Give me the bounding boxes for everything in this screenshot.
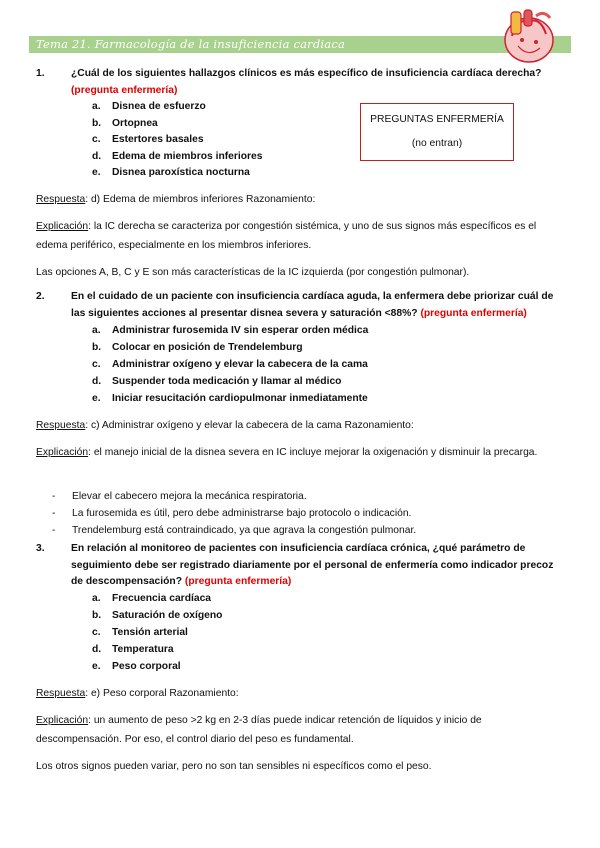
option-text: Administrar oxígeno y elevar la cabecera de la cama bbox=[112, 359, 368, 370]
option-text: Estertores basales bbox=[112, 134, 204, 145]
option-letter: d. bbox=[92, 151, 102, 162]
answer-label: Respuesta bbox=[36, 420, 86, 431]
option-text: Iniciar resucitación cardiopulmonar inmediatamente bbox=[112, 393, 368, 404]
explanation-label: Explicación bbox=[36, 447, 89, 458]
answer-label: Respuesta bbox=[36, 688, 86, 699]
question-number: 2. bbox=[36, 291, 45, 302]
q1-extra-note: Las opciones A, B, C y E son más características de la IC izquierda (por congestión pulmonar). bbox=[36, 267, 470, 278]
page-title: Tema 21. Farmacología de la insuficiencia cardiaca bbox=[36, 37, 346, 51]
option-text: Peso corporal bbox=[112, 661, 181, 672]
explanation-text: : el manejo inicial de la disnea severa en IC incluye mejorar la oxigenación y disminuir la precarga. bbox=[88, 447, 538, 458]
explanation-text: : un aumento de peso >2 kg en 2-3 días puede indicar retención de líquidos y inicio de descompensación. Por eso, el control diario del peso es fundamental. bbox=[36, 715, 482, 745]
option-text: Frecuencia cardíaca bbox=[112, 593, 212, 604]
q2-explanation bbox=[36, 443, 564, 462]
option-letter: b. bbox=[92, 342, 102, 353]
explanation-label: Explicación bbox=[36, 715, 89, 726]
option-text: Temperatura bbox=[112, 644, 174, 655]
anatomical-heart-icon bbox=[498, 6, 560, 66]
q2-answer bbox=[36, 416, 564, 435]
question-number: 3. bbox=[36, 543, 45, 554]
question-text bbox=[71, 289, 561, 322]
option-text: Tensión arterial bbox=[112, 627, 188, 638]
answer-text: : c) Administrar oxígeno y elevar la cabecera de la cama Razonamiento: bbox=[85, 420, 414, 431]
question-text bbox=[71, 66, 561, 99]
option-letter: e. bbox=[92, 661, 101, 672]
q3-answer bbox=[36, 684, 564, 703]
box-subtitle: (no entran) bbox=[411, 138, 463, 149]
option-text: Disnea de esfuerzo bbox=[112, 101, 206, 112]
bullet-dash: - bbox=[52, 525, 56, 536]
option-text: Edema de miembros inferiores bbox=[112, 151, 263, 162]
option-letter: a. bbox=[92, 101, 101, 112]
question-1-text: ¿Cuál de los siguientes hallazgos clínicos es más específico de insuficiencia cardíaca derecha? bbox=[71, 68, 542, 79]
bullet-text: La furosemida es útil, pero debe administrarse bajo protocolo o indicación. bbox=[72, 508, 412, 519]
option-text: Disnea paroxística nocturna bbox=[112, 167, 250, 178]
option-text: Saturación de oxígeno bbox=[112, 610, 223, 621]
nursing-tag: (pregunta enfermería) bbox=[184, 576, 292, 587]
option-letter: b. bbox=[92, 118, 102, 129]
bullet-text: Trendelemburg está contraindicado, ya que agrava la congestión pulmonar. bbox=[72, 525, 417, 536]
question-3-text: En relación al monitoreo de pacientes con insuficiencia cardíaca crónica, ¿qué parámetro de seguimiento debe ser registrado diariamente por el personal de enfermería como indicador precoz de descompensación? bbox=[71, 543, 554, 587]
option-letter: a. bbox=[92, 593, 101, 604]
explanation-text: : la IC derecha se caracteriza por congestión sistémica, y uno de sus signos más específicos es el edema periférico, especialmente en los miembros inferiores. bbox=[36, 221, 537, 251]
nursing-tag: (pregunta enfermería) bbox=[71, 84, 178, 96]
question-number: 1. bbox=[36, 68, 45, 79]
q1-explanation bbox=[36, 217, 564, 255]
option-letter: d. bbox=[92, 376, 102, 387]
q3-extra-note: Los otros signos pueden variar, pero no son tan sensibles ni específicos como el peso. bbox=[36, 761, 432, 772]
bullet-dash: - bbox=[52, 491, 56, 502]
q3-explanation bbox=[36, 711, 564, 749]
nursing-questions-box bbox=[360, 103, 514, 161]
option-letter: c. bbox=[92, 134, 101, 145]
option-text: Suspender toda medicación y llamar al médico bbox=[112, 376, 342, 387]
nursing-tag: (pregunta enfermería) bbox=[420, 307, 527, 319]
option-letter: b. bbox=[92, 610, 102, 621]
option-letter: e. bbox=[92, 393, 101, 404]
box-title: PREGUNTAS ENFERMERÍA bbox=[370, 114, 504, 125]
bullet-dash: - bbox=[52, 508, 56, 519]
question-text bbox=[71, 541, 561, 591]
answer-text: : d) Edema de miembros inferiores Razonamiento: bbox=[85, 194, 316, 205]
option-letter: a. bbox=[92, 325, 101, 336]
question-2-text: En el cuidado de un paciente con insuficiencia cardíaca aguda, la enfermera debe priorizar cuál de las siguientes acciones al presentar disnea severa y saturación <88%? bbox=[71, 291, 554, 319]
explanation-label: Explicación bbox=[36, 221, 89, 232]
option-text: Colocar en posición de Trendelemburg bbox=[112, 342, 303, 353]
option-letter: c. bbox=[92, 627, 101, 638]
option-text: Ortopnea bbox=[112, 118, 158, 129]
option-letter: c. bbox=[92, 359, 101, 370]
answer-text: : e) Peso corporal Razonamiento: bbox=[85, 688, 239, 699]
option-text: Administrar furosemida IV sin esperar orden médica bbox=[112, 325, 369, 336]
q1-answer bbox=[36, 190, 564, 209]
answer-label: Respuesta bbox=[36, 194, 86, 205]
option-letter: e. bbox=[92, 167, 101, 178]
bullet-text: Elevar el cabecero mejora la mecánica respiratoria. bbox=[72, 491, 307, 502]
option-letter: d. bbox=[92, 644, 102, 655]
